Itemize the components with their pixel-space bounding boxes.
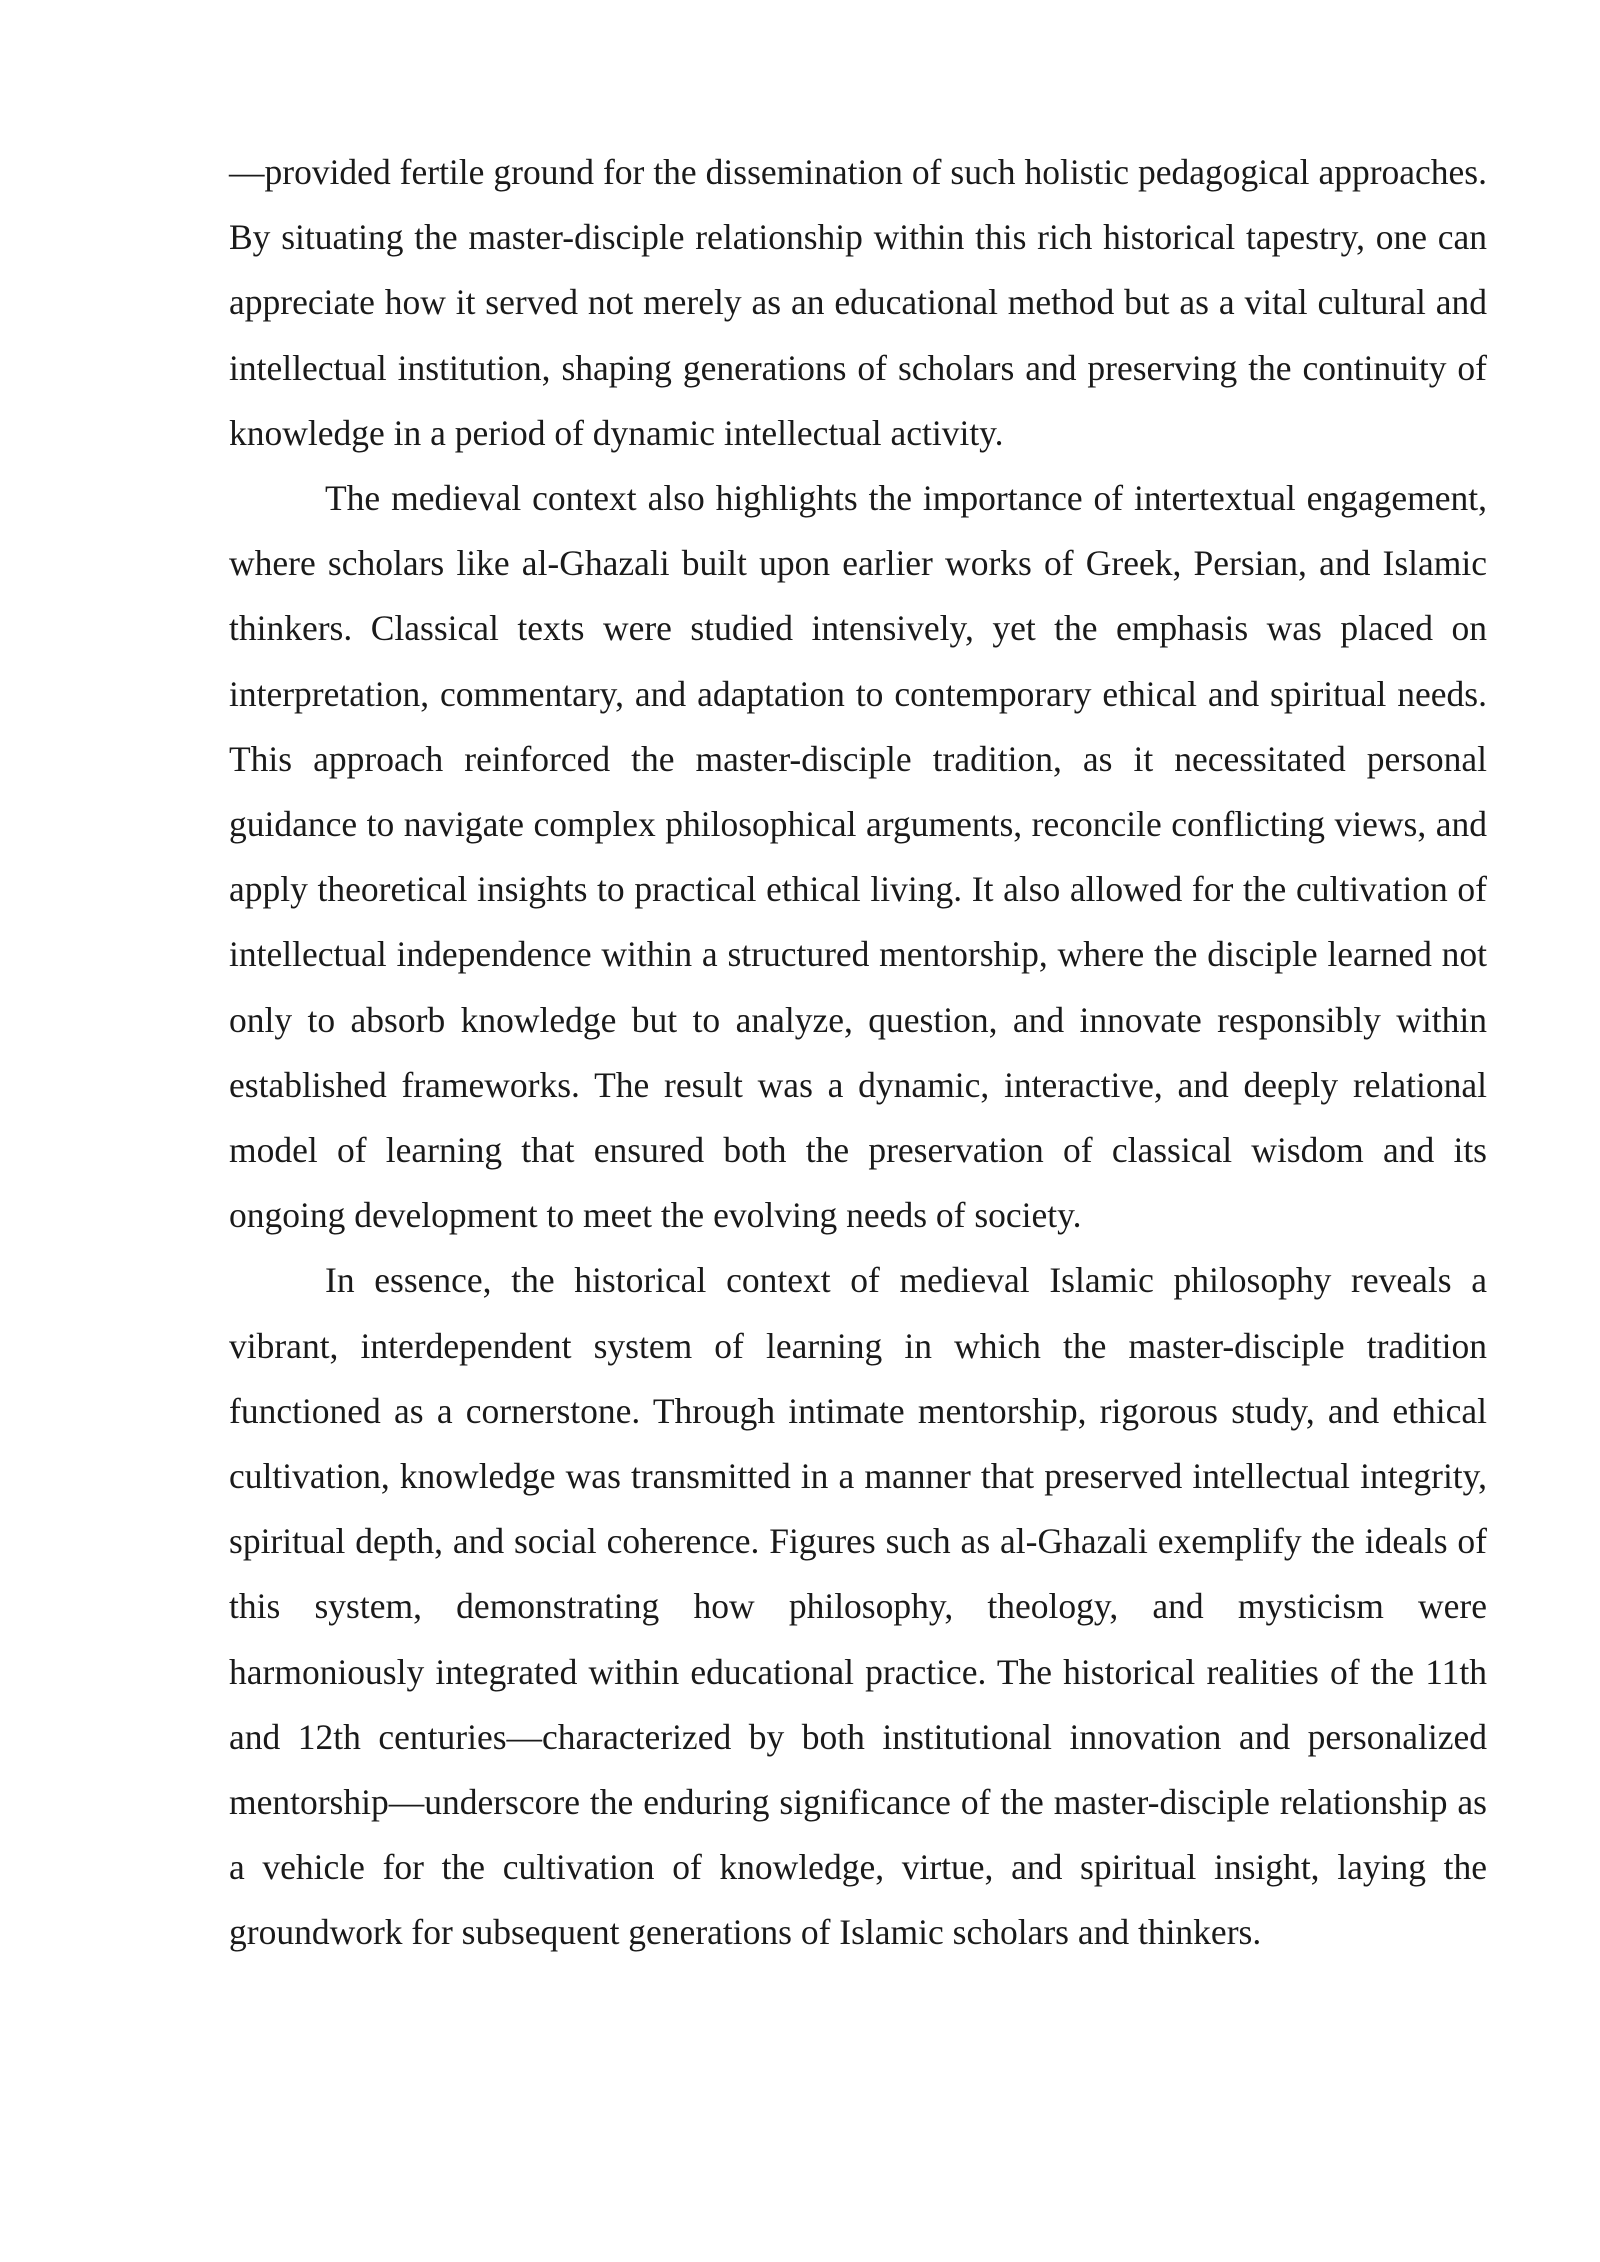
- paragraph-medieval-context: The medieval context also highlights the importance of intertextual engagement, where scholars like al-Ghazali built upon earlier works of Greek, Persian, and Islamic thinkers. Classical texts were studied intensively, yet the emphasis was placed on interpretation, commentary, and adaptation to contemporary ethical and spiritual needs. This approach reinforced the master-disciple tradition, as it necessitated personal guidance to navigate complex philosophical arguments, reconcile conflicting views, and apply theoretical insights to practical ethical living. It also allowed for the cultivation of intellectual independence within a structured mentorship, where the disciple learned not only to absorb knowledge but to analyze, question, and innovate responsibly within established frameworks. The result was a dynamic, interactive, and deeply relational model of learning that ensured both the preservation of classical wisdom and its ongoing development to meet the evolving needs of society.: [229, 478, 1487, 1236]
- paragraph-in-essence: In essence, the historical context of medieval Islamic philosophy reveals a vibrant, interdependent system of learning in which the master-disciple tradition functioned as a cornerstone. Through intimate mentorship, rigorous study, and ethical cultivation, knowledge was transmitted in a manner that preserved intellectual integrity, spiritual depth, and social coherence. Figures such as al-Ghazali exemplify the ideals of this system, demonstrating how philosophy, theology, and mysticism were harmoniously integrated within educational practice. The historical realities of the 11th and 12th centuries—characterized by both institutional innovation and personalized mentorship—underscore the enduring significance of the master-disciple relationship as a vehicle for the cultivation of knowledge, virtue, and spiritual insight, laying the groundwork for subsequent generations of Islamic scholars and thinkers.: [229, 1260, 1487, 1953]
- document-body: [229, 140, 1487, 1966]
- paragraph-continuation: —provided fertile ground for the dissemination of such holistic pedagogical approaches. By situating the master-disciple relationship within this rich historical tapestry, one can appreciate how it served not merely as an educational method but as a vital cultural and intellectual institution, shaping generations of scholars and preserving the continuity of knowledge in a period of dynamic intellectual activity.: [229, 152, 1487, 453]
